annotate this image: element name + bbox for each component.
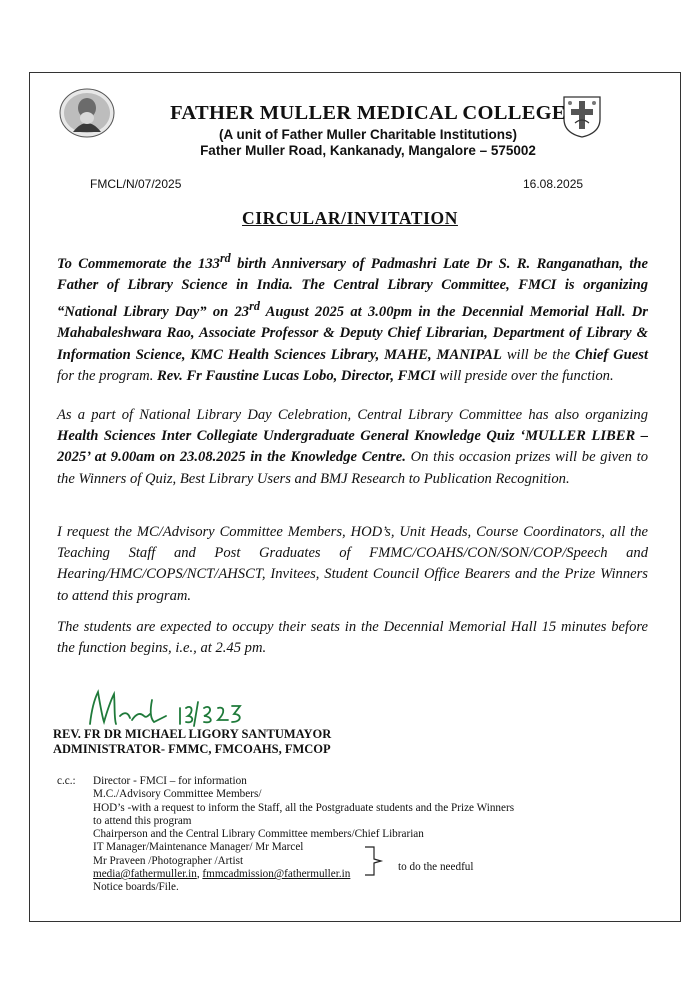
cc-item: Notice boards/File.: [93, 881, 179, 894]
unit-line: (A unit of Father Muller Charitable Institutions): [219, 127, 517, 142]
signatory-name: REV. FR DR MICHAEL LIGORY SANTUMAYOR: [53, 727, 332, 741]
needful-note: to do the needful: [398, 861, 474, 873]
paragraph-quiz: As a part of National Library Day Celebration, Central Library Committee has also organizing Health Sciences Inter Collegiate Undergraduate General Knowledge Quiz ‘MULLER LIBER – 2025’ at 9.00am on 23.08.2025 in the Knowledge Centre. On this occasion prizes will be given to the Winners of Quiz, Best Library Users and BMJ Research to Publication Recognition.: [57, 407, 648, 487]
signatory-title: ADMINISTRATOR- FMMC, FMCOAHS, FMCOP: [53, 742, 331, 756]
cc-item: Director - FMCI – for information: [93, 775, 247, 787]
cc-item: to attend this program: [93, 814, 192, 827]
cc-item: IT Manager/Maintenance Manager/ Mr Marcel: [93, 841, 304, 854]
email-link-media[interactable]: media@fathermuller.in: [93, 868, 197, 881]
reference-number: FMCL/N/07/2025: [90, 177, 182, 191]
bracket-mark: [362, 845, 384, 877]
cc-item: M.C./Advisory Committee Members/: [93, 788, 262, 801]
cc-item: Chairperson and the Central Library Committee members/Chief Librarian: [93, 828, 424, 841]
email-link-admission[interactable]: fmmcadmission@fathermuller.in: [202, 868, 351, 881]
paragraph-announcement: To Commemorate the 133rd birth Anniversary of Padmashri Late Dr S. R. Ranganathan, the Father of Library Science in India. The Central Library Committee, FMCI is organizing “National Library Day” on 23rd August 2025 at 3.00pm in the Decennial Memorial Hall. Dr Mahabaleshwara Rao, Associate Professor & Deputy Chief Librarian, Department of Library & Information Science, KMC Health Sciences Library, MAHE, MANIPAL will be the Chief Guest for the program. Rev. Fr Faustine Lucas Lobo, Director, FMCI will preside over the function.: [57, 251, 649, 384]
cc-item: Mr Praveen /Photographer /Artist: [93, 854, 244, 867]
address-line: Father Muller Road, Kankanady, Mangalore – 575002: [200, 143, 536, 158]
circular-date: 16.08.2025: [523, 177, 584, 191]
paragraph-request: I request the MC/Advisory Committee Members, HOD’s, Unit Heads, Course Coordinators, all the Teaching Staff and Post Graduates of FMMC/COAHS/CON/SON/COP/Speech and Hearing/HMC/COPS/NCT/AHSCT, Invitees, Student Council Office Bearers and the Prize Winners to attend this program.: [57, 524, 648, 604]
college-name: FATHER MULLER MEDICAL COLLEGE: [170, 102, 566, 124]
circular-title: CIRCULAR/INVITATION: [242, 208, 458, 228]
cc-email-line: media@fathermuller.in, fmmcadmission@fathermuller.in: [93, 868, 351, 881]
cc-item: HOD’s -with a request to inform the Staff, all the Postgraduate students and the Prize Winners: [93, 801, 515, 814]
paragraph-seating: The students are expected to occupy their seats in the Decennial Memorial Hall 15 minutes before the function begins, i.e., at 2.45 pm.: [57, 619, 648, 657]
cc-label: c.c.:: [57, 775, 76, 787]
